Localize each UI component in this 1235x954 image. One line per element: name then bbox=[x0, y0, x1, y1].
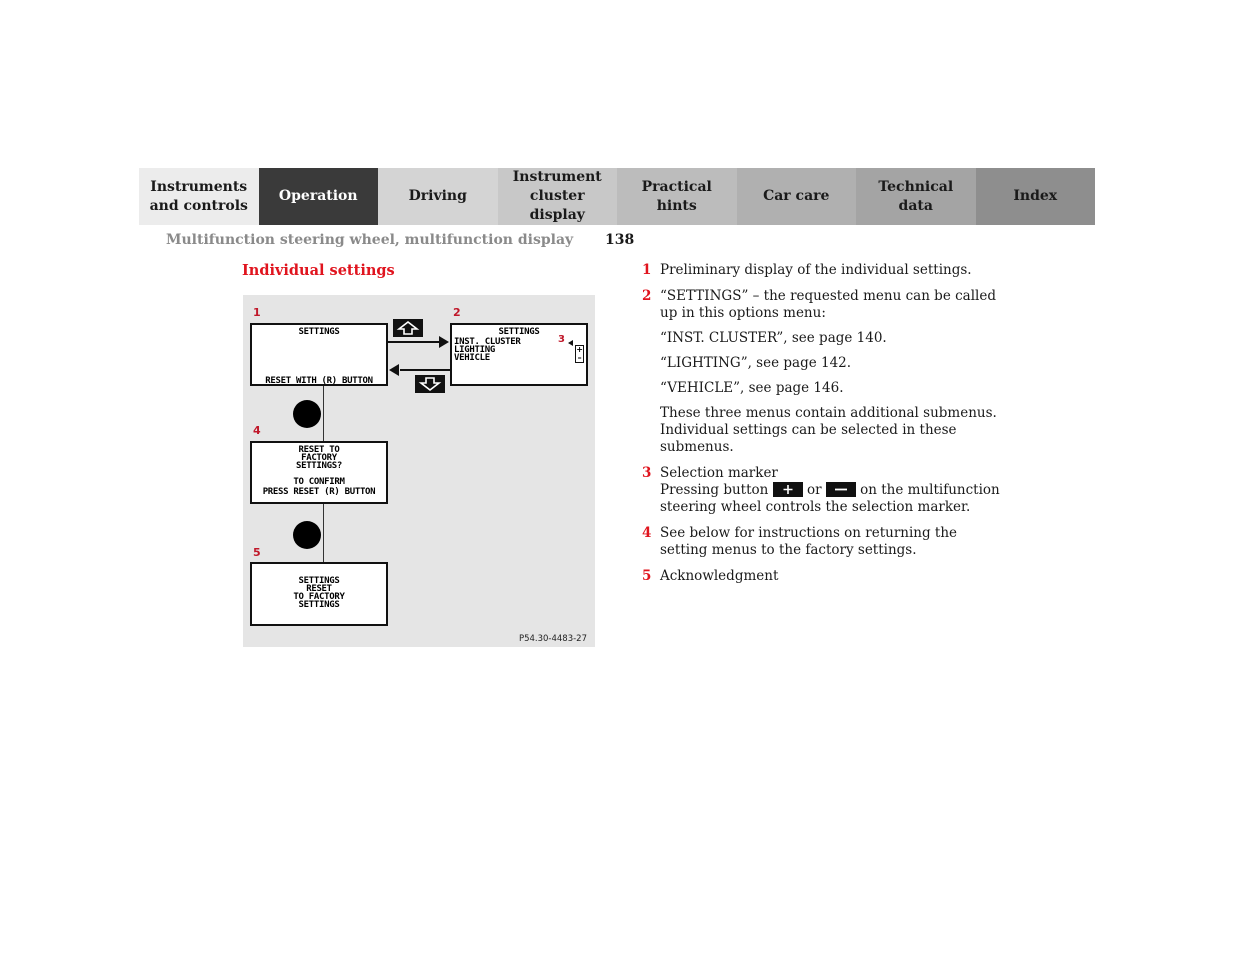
list-item bbox=[642, 262, 1002, 279]
chapter-nav bbox=[139, 168, 1095, 225]
tab-index[interactable] bbox=[976, 168, 1096, 225]
callout-5: 5 bbox=[253, 546, 261, 559]
tab-label-line2: cluster display bbox=[529, 188, 585, 223]
item-text: Acknowledgment bbox=[660, 568, 779, 584]
display-reset-hint: RESET WITH (R) BUTTON bbox=[265, 376, 373, 386]
item-text: See below for instructions on returning the setting menus to the factory settings. bbox=[660, 525, 958, 558]
list-item bbox=[642, 568, 1002, 585]
callout-4: 4 bbox=[253, 424, 261, 437]
item-subtext: “LIGHTING”, see page 142. bbox=[660, 355, 852, 371]
tab-car-care[interactable] bbox=[737, 168, 857, 225]
display-line: SETTINGS bbox=[298, 576, 340, 586]
item-subtext: “INST. CLUSTER”, see page 140. bbox=[660, 330, 887, 346]
reset-button-dot-icon bbox=[293, 400, 321, 428]
tab-label: Practical hints bbox=[641, 178, 712, 214]
connector-line bbox=[323, 504, 324, 562]
list-item bbox=[642, 465, 1002, 516]
plus-button-icon bbox=[773, 482, 803, 497]
plus-minus-scrollbar bbox=[575, 345, 584, 363]
tab-label-line2: data bbox=[898, 197, 933, 214]
display-settings-preliminary bbox=[250, 323, 388, 386]
display-line: SETTINGS bbox=[298, 600, 340, 610]
page-number: 138 bbox=[605, 232, 635, 248]
tab-label-line1: Technical bbox=[878, 178, 954, 195]
tab-label-line1: Instruments bbox=[150, 178, 248, 195]
list-item bbox=[642, 525, 1002, 559]
item-text: Preliminary display of the individual settings. bbox=[660, 262, 972, 278]
item-subtext: These three menus contain additional submenus. Individual settings can be selected in these submenus. bbox=[660, 405, 997, 455]
tab-label: Operation bbox=[278, 188, 358, 204]
display-line: RESET TO bbox=[298, 445, 340, 455]
item-subtext: “VEHICLE”, see page 146. bbox=[660, 380, 844, 396]
callout-2: 2 bbox=[453, 306, 461, 319]
item-number: 4 bbox=[642, 525, 652, 541]
item-number: 3 bbox=[642, 465, 652, 481]
display-reset-prompt bbox=[250, 441, 388, 504]
up-arrow-button-icon bbox=[393, 319, 423, 337]
page-heading: Individual settings bbox=[242, 262, 395, 279]
figure-code: P54.30-4483-27 bbox=[518, 634, 587, 644]
tab-label: Driving bbox=[408, 188, 467, 204]
arrow-left-icon bbox=[389, 364, 399, 376]
section-title: Multifunction steering wheel, multifunction display bbox=[166, 232, 574, 248]
item-number: 5 bbox=[642, 568, 652, 584]
reset-button-dot-icon bbox=[293, 521, 321, 549]
item-text-part: or bbox=[806, 482, 822, 498]
display-line: SETTINGS? bbox=[295, 461, 343, 471]
legend-list bbox=[642, 262, 1002, 594]
item-number: 1 bbox=[642, 262, 652, 278]
arrow-right-icon bbox=[439, 336, 449, 348]
forward-arrow-line bbox=[388, 341, 440, 343]
tab-instruments-and-controls[interactable] bbox=[139, 168, 259, 225]
list-item bbox=[642, 288, 1002, 456]
minus-sign: – bbox=[577, 353, 582, 362]
tab-label-line2: and controls bbox=[149, 197, 248, 214]
connector-line bbox=[323, 386, 324, 441]
tab-label-line1: Instrument bbox=[512, 169, 602, 185]
display-settings-menu bbox=[450, 323, 588, 386]
item-number: 2 bbox=[642, 288, 652, 304]
callout-1: 1 bbox=[253, 306, 261, 319]
back-arrow-line bbox=[400, 369, 450, 371]
down-arrow-button-icon bbox=[415, 375, 445, 393]
item-text: “SETTINGS” – the requested menu can be called up in this options menu: bbox=[660, 288, 996, 321]
tab-practical-hints[interactable] bbox=[617, 168, 737, 225]
item-text: Selection marker bbox=[660, 465, 778, 481]
tab-label: Index bbox=[1013, 188, 1058, 204]
display-line: TO FACTORY bbox=[293, 592, 345, 602]
tab-technical-data[interactable] bbox=[856, 168, 976, 225]
tab-label: Car care bbox=[763, 188, 830, 204]
callout-3: 3 bbox=[558, 334, 565, 345]
item-text-part: Pressing button bbox=[660, 482, 769, 498]
tab-driving[interactable] bbox=[378, 168, 498, 225]
tab-operation[interactable] bbox=[259, 168, 379, 225]
menu-item-vehicle: VEHICLE bbox=[454, 353, 490, 363]
plus-sign: + bbox=[576, 345, 583, 354]
display-title: SETTINGS bbox=[298, 327, 340, 337]
tab-instrument-cluster-display[interactable] bbox=[498, 168, 618, 225]
minus-button-icon bbox=[826, 482, 856, 497]
display-line: PRESS RESET (R) BUTTON bbox=[262, 487, 376, 497]
menu-item-inst-cluster: INST. CLUSTER bbox=[454, 337, 521, 347]
display-title: SETTINGS bbox=[498, 327, 540, 337]
settings-figure bbox=[243, 295, 595, 647]
display-line: RESET bbox=[306, 584, 332, 594]
display-line: TO CONFIRM bbox=[293, 477, 345, 487]
item-text-part: on the multifunction steering wheel controls the selection marker. bbox=[660, 482, 1000, 515]
display-acknowledgment bbox=[250, 562, 388, 626]
selection-marker-icon bbox=[568, 340, 573, 346]
display-line: FACTORY bbox=[301, 453, 337, 463]
menu-item-lighting: LIGHTING bbox=[454, 345, 495, 355]
